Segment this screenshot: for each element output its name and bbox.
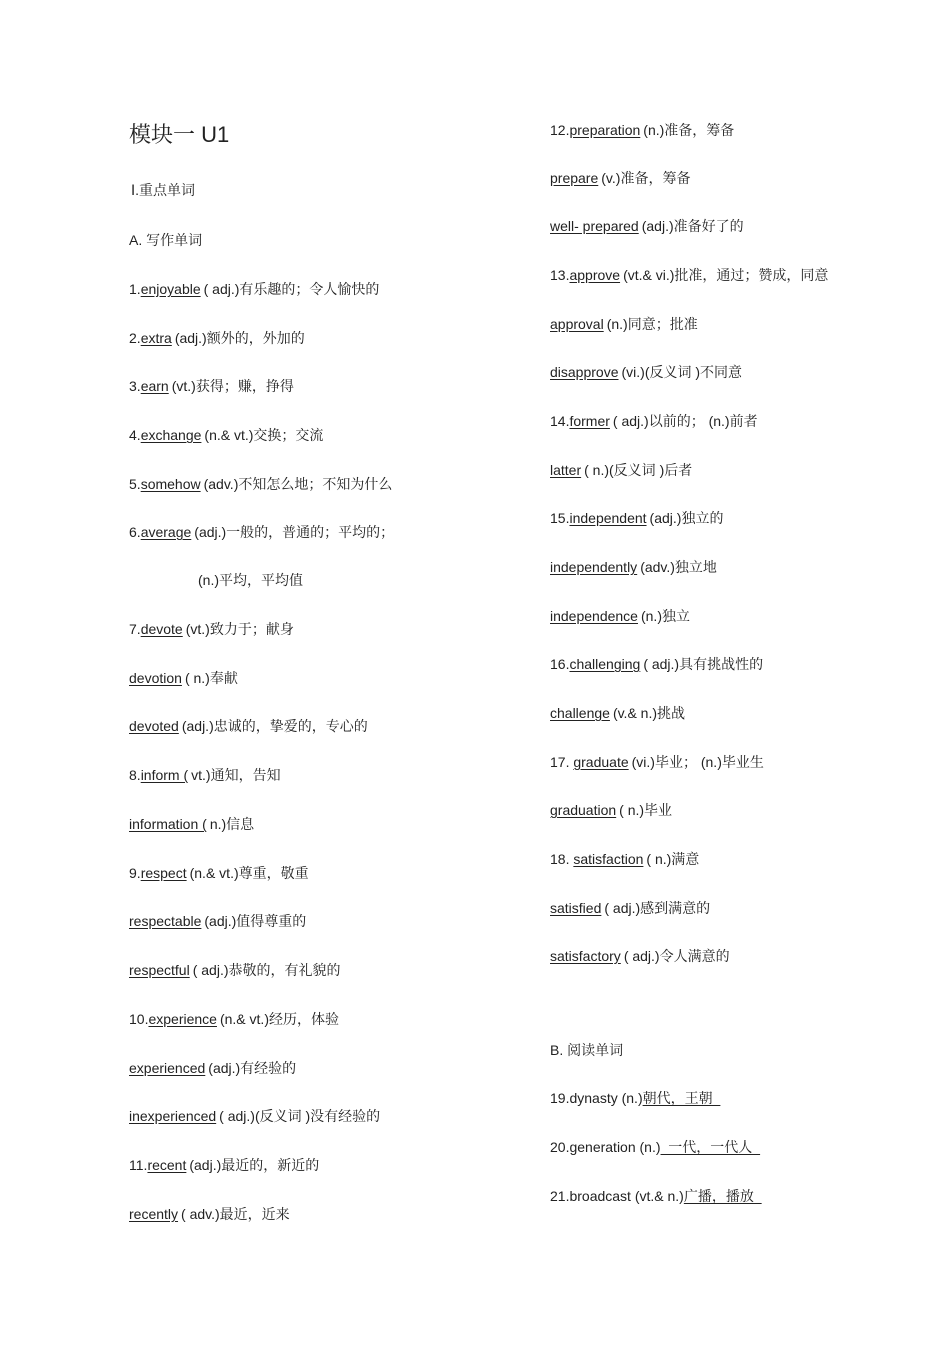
- vocab-entry: [550, 216, 744, 236]
- vocab-entry: [550, 849, 699, 869]
- vocab-word: satisfactory: [550, 948, 621, 964]
- vocab-entry: [550, 120, 734, 140]
- entry-definition: (n.)同意；批准: [606, 316, 698, 332]
- vocab-word: approve: [569, 267, 621, 283]
- vocab-word: challenge: [550, 705, 610, 721]
- vocab-word: somehow: [140, 476, 201, 492]
- entry-number: 9.: [129, 865, 141, 881]
- entry-number: 11.: [129, 1157, 148, 1173]
- entry-term: 20.generation (n.): [550, 1139, 661, 1155]
- entry-answer: 一代，一代人: [660, 1139, 761, 1155]
- vocab-entry: [550, 265, 828, 285]
- entry-definition: (adj.)一般的，普通的；平均的；: [194, 524, 395, 540]
- vocab-word: devotion: [129, 670, 182, 686]
- entry-definition: (n.)准备，筹备: [643, 122, 735, 138]
- vocab-word: experienced: [129, 1060, 206, 1076]
- entry-number: 12.: [550, 122, 570, 138]
- entry-definition: (n.& vt.)尊重，敬重: [189, 865, 309, 881]
- entry-number: 14.: [550, 413, 570, 429]
- vocab-word: graduate: [573, 754, 629, 770]
- vocab-entry: [550, 411, 758, 431]
- vocab-entry: [129, 911, 306, 931]
- vocab-word: approval: [550, 316, 604, 332]
- entry-number: 17.: [550, 754, 574, 770]
- entry-definition: (n.& vt.)交换；交流: [204, 427, 324, 443]
- vocab-word: earn: [140, 378, 169, 394]
- entry-definition: (n.)独立: [640, 608, 690, 624]
- entry-definition: (vt.& vi.)批准，通过；赞成，同意: [623, 267, 829, 283]
- entry-definition: (vt.)致力于；献身: [185, 621, 294, 637]
- entry-definition: ( adj.)以前的； (n.)前者: [612, 413, 758, 429]
- entry-definition: (adj.)有经验的: [208, 1060, 297, 1076]
- entry-definition: ( adj.)(反义词 )没有经验的: [219, 1108, 381, 1124]
- vocab-entry: [129, 1106, 380, 1126]
- vocab-entry: [129, 1155, 319, 1175]
- entry-definition: (adj.)忠诚的，挚爱的，专心的: [181, 718, 368, 734]
- entry-definition: (adj.)额外的，外加的: [174, 330, 305, 346]
- entry-definition: (v.)准备，筹备: [601, 170, 691, 186]
- entry-definition: ( adj.)恭敬的，有礼貌的: [192, 962, 341, 978]
- entry-number: 6.: [129, 524, 141, 540]
- vocab-word: latter: [550, 462, 582, 478]
- vocab-entry: [129, 376, 294, 396]
- vocab-word: recent: [147, 1157, 187, 1173]
- vocab-word: average: [140, 524, 192, 540]
- vocab-word: inexperienced: [129, 1108, 217, 1124]
- vocab-entry: [550, 654, 763, 674]
- entry-definition: (adj.)准备好了的: [641, 218, 744, 234]
- vocab-entry: [550, 168, 690, 188]
- entry-number: 5.: [129, 476, 141, 492]
- page-title: 模块一 U1: [129, 122, 230, 147]
- entry-number: 15.: [550, 510, 570, 526]
- entry-term: 19.dynasty (n.): [550, 1090, 643, 1106]
- entry-definition: ( adj.)感到满意的: [604, 900, 711, 916]
- vocab-entry: [550, 314, 698, 334]
- vocab-word: independence: [550, 608, 638, 624]
- entry-answer: 朝代，王朝: [642, 1090, 721, 1106]
- vocab-word: challenging: [569, 656, 641, 672]
- vocab-entry: [129, 716, 368, 736]
- vocab-entry: [550, 752, 764, 772]
- vocab-word: former: [569, 413, 610, 429]
- vocab-word: extra: [140, 330, 172, 346]
- entry-definition: (n.)平均，平均值: [198, 572, 303, 588]
- vocab-word: devote: [140, 621, 183, 637]
- entry-definition: (adj.)值得尊重的: [204, 913, 307, 929]
- vocab-word: disapprove: [550, 364, 619, 380]
- vocab-entry: [129, 1058, 296, 1078]
- vocab-word: respectable: [129, 913, 202, 929]
- reading-entry: [550, 1137, 760, 1157]
- entry-definition: ( n.)毕业: [619, 802, 673, 818]
- subsection-heading-reading: B. 阅读单词: [550, 1042, 624, 1058]
- vocab-entry: [550, 946, 730, 966]
- reading-entry: [550, 1088, 720, 1108]
- entry-number: 1.: [129, 281, 141, 297]
- vocab-word: information (: [129, 816, 207, 832]
- vocab-word: independent: [569, 510, 647, 526]
- entry-number: 18.: [550, 851, 574, 867]
- vocab-word: graduation: [550, 802, 617, 818]
- entry-number: 3.: [129, 378, 141, 394]
- vocab-entry: [129, 619, 294, 639]
- entry-number: 2.: [129, 330, 141, 346]
- entry-definition: ( adj.)有乐趣的；令人愉快的: [203, 281, 380, 297]
- entry-definition: ( n.)满意: [646, 851, 700, 867]
- vocab-entry: [129, 1204, 290, 1224]
- vocab-word: prepare: [550, 170, 599, 186]
- vocab-entry: [129, 814, 254, 834]
- entry-definition: ( adj.)令人满意的: [623, 948, 730, 964]
- vocab-entry-continuation: [198, 570, 303, 590]
- entry-definition: (vt.)获得；赚，挣得: [171, 378, 294, 394]
- entry-definition: (adv.)独立地: [640, 559, 717, 575]
- vocab-word: respectful: [129, 962, 190, 978]
- vocab-entry: [129, 960, 341, 980]
- vocab-word: inform (: [140, 767, 189, 783]
- entry-definition: ( n.)(反义词 )后者: [584, 462, 693, 478]
- vocab-entry: [129, 474, 392, 494]
- vocab-entry: [129, 425, 323, 445]
- vocab-word: satisfied: [550, 900, 602, 916]
- vocab-entry: [550, 508, 723, 528]
- vocab-entry: [550, 800, 672, 820]
- entry-number: 7.: [129, 621, 141, 637]
- vocab-entry: [129, 522, 394, 542]
- entry-number: 4.: [129, 427, 141, 443]
- vocab-entry: [129, 668, 238, 688]
- entry-definition: (adv.)不知怎么地；不知为什么: [203, 476, 393, 492]
- vocab-entry: [550, 606, 690, 626]
- vocab-word: independently: [550, 559, 638, 575]
- vocab-entry: [129, 863, 309, 883]
- vocab-entry: [550, 898, 710, 918]
- vocab-word: enjoyable: [140, 281, 201, 297]
- entry-definition: (adj.)最近的，新近的: [189, 1157, 320, 1173]
- vocab-entry: [550, 703, 685, 723]
- entry-definition: (vi.)毕业； (n.)毕业生: [631, 754, 764, 770]
- entry-definition: vt.)通知，告知: [191, 767, 281, 783]
- vocab-word: devoted: [129, 718, 179, 734]
- entry-definition: (adj.)独立的: [649, 510, 724, 526]
- vocab-word: exchange: [140, 427, 202, 443]
- vocab-entry: [129, 328, 305, 348]
- entry-term: 21.broadcast (vt.& n.): [550, 1188, 684, 1204]
- entry-number: 13.: [550, 267, 570, 283]
- vocab-entry: [129, 765, 281, 785]
- vocab-word: recently: [129, 1206, 179, 1222]
- entry-definition: (n.& vt.)经历，体验: [219, 1011, 339, 1027]
- entry-definition: ( adj.)具有挑战性的: [643, 656, 764, 672]
- entry-number: 8.: [129, 767, 141, 783]
- reading-entry: [550, 1186, 762, 1206]
- vocab-entry: [550, 460, 692, 480]
- vocab-word: preparation: [569, 122, 641, 138]
- entry-definition: ( n.)奉献: [184, 670, 238, 686]
- entry-definition: n.)信息: [209, 816, 255, 832]
- entry-answer: 广播，播放: [683, 1188, 762, 1204]
- vocab-word: satisfaction: [573, 851, 644, 867]
- section-heading: Ⅰ.重点单词: [131, 182, 196, 198]
- vocab-word: experience: [148, 1011, 217, 1027]
- vocab-entry: [129, 1009, 339, 1029]
- vocab-entry: [550, 362, 742, 382]
- subsection-heading-writing: A. 写作单词: [129, 232, 203, 248]
- entry-number: 10.: [129, 1011, 149, 1027]
- vocab-entry: [550, 557, 717, 577]
- entry-definition: (vi.)(反义词 )不同意: [621, 364, 743, 380]
- entry-definition: ( adv.)最近，近来: [181, 1206, 290, 1222]
- vocab-entry: [129, 279, 379, 299]
- entry-definition: (v.& n.)挑战: [612, 705, 686, 721]
- vocab-word: respect: [140, 865, 187, 881]
- entry-number: 16.: [550, 656, 570, 672]
- vocab-word: well- prepared: [550, 218, 639, 234]
